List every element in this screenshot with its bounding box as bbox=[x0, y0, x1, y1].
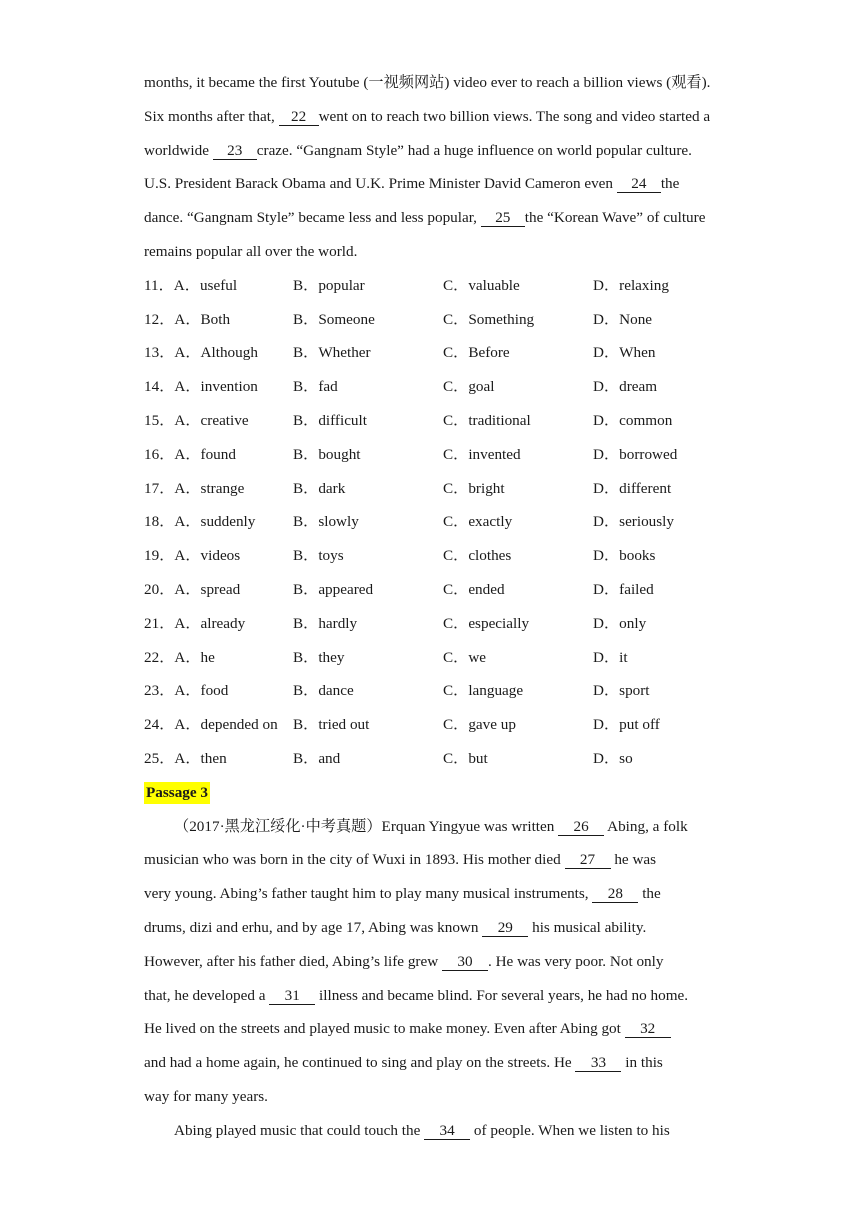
passage-heading-row bbox=[144, 776, 744, 810]
question-row: 23．A．food B．dance C．language D．sport bbox=[144, 682, 650, 700]
passage-line: He lived on the streets and played music to make money. Even after Abing got 32 bbox=[144, 1012, 744, 1046]
question-row: 20．A．spread B．appeared C．ended D．failed bbox=[144, 580, 654, 598]
passage-line: U.S. President Barack Obama and U.K. Prime Minister David Cameron even 24 the bbox=[144, 175, 680, 193]
passage-line: drums, dizi and erhu, and by age 17, Abing was known 29 his musical ability. bbox=[144, 918, 647, 936]
answer-blank-31: 31 bbox=[269, 988, 315, 1005]
answer-blank-22: 22 bbox=[279, 109, 319, 126]
question-row: 24．A．depended on B．tried out C．gave up D．put off bbox=[144, 716, 660, 734]
answer-blank-24: 24 bbox=[617, 176, 661, 193]
passage-line: Six months after that, 22 went on to reach two billion views. The song and video started a bbox=[144, 107, 711, 125]
answer-blank-27: 27 bbox=[565, 852, 611, 869]
passage-line: months, it became the first Youtube (一视频网站) video ever to reach a billion views (观看). bbox=[144, 74, 711, 91]
passage-line: Abing played music that could touch the 34 of people. When we listen to his bbox=[174, 1121, 670, 1139]
passage-line: musician who was born in the city of Wuxi in 1893. His mother died 27 he was bbox=[144, 851, 657, 869]
answer-blank-32: 32 bbox=[625, 1021, 671, 1038]
passage-line: very young. Abing’s father taught him to play many musical instruments, 28 the bbox=[144, 885, 661, 903]
question-row: 11．A．useful B．popular C．valuable D．relaxing bbox=[144, 276, 669, 294]
question-row: 22．A．he B．they C．we D．it bbox=[144, 648, 628, 666]
passage-line: （2017·黑龙江绥化·中考真题）Erquan Yingyue was written 26 Abing, a folk bbox=[174, 817, 688, 835]
answer-blank-25: 25 bbox=[481, 210, 525, 227]
question-row: 18．A．suddenly B．slowly C．exactly D．seriously bbox=[144, 513, 674, 531]
question-row: 14．A．invention B．fad C．goal D．dream bbox=[144, 378, 658, 396]
passage-3-title: Passage 3 bbox=[144, 782, 210, 804]
passage-line: way for many years. bbox=[144, 1087, 268, 1105]
question-row: 21．A．already B．hardly C．especially D．only bbox=[144, 614, 647, 632]
passage-line: However, after his father died, Abing’s life grew 30 . He was very poor. Not only bbox=[144, 952, 664, 970]
question-row: 25．A．then B．and C．but D．so bbox=[144, 749, 633, 767]
question-row: 12．A．Both B．Someone C．Something D．None bbox=[144, 310, 653, 328]
passage-line: worldwide 23 craze. “Gangnam Style” had a huge influence on world popular culture. bbox=[144, 141, 692, 159]
answer-blank-30: 30 bbox=[442, 954, 488, 971]
question-row: 16．A．found B．bought C．invented D．borrowed bbox=[144, 445, 678, 463]
passage-line: dance. “Gangnam Style” became less and less popular, 25 the “Korean Wave” of culture bbox=[144, 209, 706, 227]
answer-blank-33: 33 bbox=[575, 1055, 621, 1072]
question-row: 15．A．creative B．difficult C．traditional D．common bbox=[144, 411, 673, 429]
passage-line: remains popular all over the world. bbox=[144, 242, 358, 260]
answer-blank-28: 28 bbox=[592, 886, 638, 903]
answer-blank-23: 23 bbox=[213, 143, 257, 160]
question-row: 13．A．Although B．Whether C．Before D．When bbox=[144, 344, 656, 362]
document-page bbox=[144, 66, 744, 1148]
answer-blank-29: 29 bbox=[482, 920, 528, 937]
question-row: 19．A．videos B．toys C．clothes D．books bbox=[144, 547, 656, 565]
passage-line: and had a home again, he continued to sing and play on the streets. He 33 in this bbox=[144, 1054, 663, 1072]
answer-blank-26: 26 bbox=[558, 819, 604, 836]
passage-line: that, he developed a 31 illness and became blind. For several years, he had no home. bbox=[144, 986, 689, 1004]
question-row: 17．A．strange B．dark C．bright D．different bbox=[144, 479, 672, 497]
answer-blank-34: 34 bbox=[424, 1123, 470, 1140]
